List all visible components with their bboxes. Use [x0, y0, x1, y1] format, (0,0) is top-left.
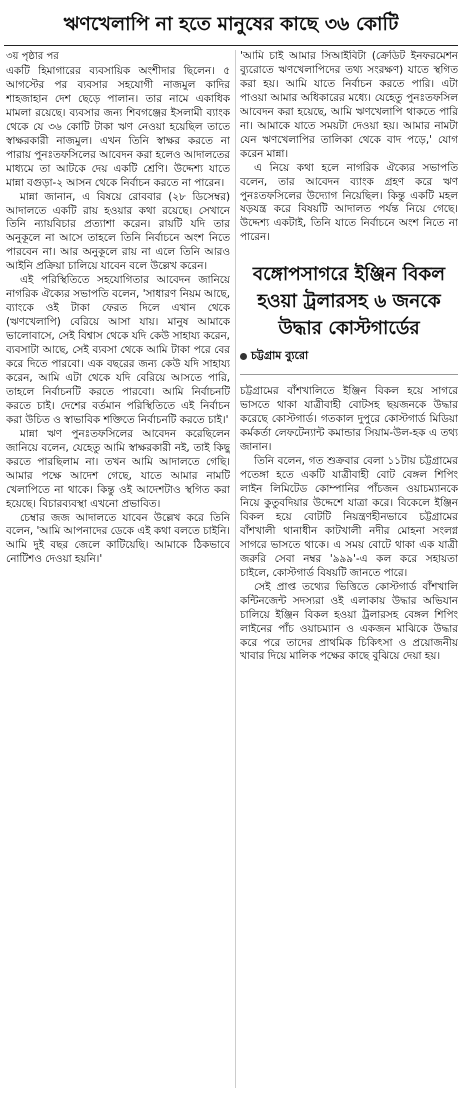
- article-paragraph: একটি হিমাগারের ব্যবসায়িক অংশীদার ছিলেন। ৫ আগস্টের পর ব্যবসার সহযোগী নাজমুল কাদির শাহজাহান দেশ ছেড়ে পালান। তার নামে একাধিক মামলা রয়েছে। ব্যবসার জন্য শিবগঞ্জের ইসলামী ব্যাংক থেকে যে ৩৬ কোটি টাকা ঋণ নেওয়া হয়েছিল তাতে স্বাক্ষরকারী নাজমুল। এখন তিনি স্বাক্ষর করতে না পারায় পুনঃতফসিলের আবেদন করা হলেও আদালতের মাধ্যমে তা আটকে দেয় একটি শ্রেণি। উদ্দেশ্য যাতে মান্না বগুড়া-২ আসন থেকে নির্বাচন করতে না পারেন।: [6, 65, 230, 189]
- story2-rule: [240, 374, 458, 375]
- article-paragraph: মান্না জানান, এ বিষয়ে রোববার (২৮ ডিসেম্বর) আদালতে একটি রায় হওয়ার কথা রয়েছে। সেখানে তিনি ন্যায়বিচার প্রত্যাশা করেন। রায়টি যদি তার অনুকূলে না আসে তাহলে তিনি নির্বাচনে অংশ নিতে পারবেন না। আর অনুকূলে রায় না এলে তিনি আরও আইনি প্রক্রিয়া চালিয়ে যাবেন বলে উল্লেখ করেন।: [6, 190, 230, 273]
- right-column: [240, 50, 458, 1090]
- bullet-icon: [240, 353, 247, 360]
- left-column: [6, 50, 230, 1090]
- column-divider: [235, 50, 236, 1088]
- story2-paragraph: তিনি বলেন, গত শুক্রবার বেলা ১১টায় চট্টগ্রামের পতেঙ্গা হতে একটি যাত্রীবাহী বোট বেঙ্গল শিপিং লাইন লিমিটেড কোম্পানির পাঁচজন ওয়াচম্যানকে নিয়ে কুতুবদিয়ার উদ্দেশে যাত্রা করে। বিকেলে ইঞ্জিন বিকল হয়ে বোটটি নিয়ন্ত্রণহীনভাবে চট্টগ্রামের বাঁশখালী থানাধীন কাটখালী নদীর মোহনা সংলগ্ন সাগরে ভাসতে থাকে। এ সময় বোটে থাকা এক যাত্রী জরুরি সেবা নম্বর '৯৯৯'-এ কল করে সহায়তা চাইলে, কোস্টগার্ড বিষয়টি জানতে পারে।: [240, 455, 458, 579]
- headline: ঋণখেলাপি না হতে মানুষের কাছে ৩৬ কোটি: [63, 13, 399, 35]
- story2-paragraph: চট্টগ্রামের বাঁশখালিতে ইঞ্জিন বিকল হয়ে সাগরে ভাসতে থাকা যাত্রীবাহী বোটসহ ছয়জনকে উদ্ধার করেছে কোস্টগার্ড। গতকাল দুপুরে কোস্টগার্ড মিডিয়া কর্মকর্তা লেফটেন্যান্ট কমান্ডার সিয়াম-উল-হক এ তথ্য জানান।: [240, 385, 458, 454]
- article-paragraph: চেম্বার জজ আদালতে যাবেন উল্লেখ করে তিনি বলেন, 'আমি আপনাদের ডেকে এই কথা বলতে চাইনি। আমি দুই বছর জেলে কাটিয়েছি। আমাকে ঠিকভাবে নোটিশও দেওয়া হয়নি।': [6, 511, 230, 566]
- article-paragraph: 'আমি চাই আমার সিআইবিটা (ক্রেডিট ইনফরমেশন ব্যুরোতে ঋণখেলাপিদের তথ্য সংরক্ষণ) যাতে স্থগিত করা হয়। আমি যাতে নির্বাচন করতে পারি। এটা পাওয়া আমার অধিকারের মধ্যে। যেহেতু পুনঃতফসিল আবেদন করা হয়েছে, আমি ঋণখেলাপি থাকতে পারি না। আমাকে যাতে সময়টা দেওয়া হয়। আমার নামটা যেন ঋণখেলাপির তালিকা থেকে বাদ পড়ে,' যোগ করেন মান্না।: [240, 50, 458, 160]
- story2-paragraph: সেই প্রাপ্ত তথ্যের ভিত্তিতে কোস্টগার্ড বাঁশখালি কন্টিনজেন্ট সদস্যরা ওই এলাকায় উদ্ধার অভিযান চালিয়ে ইঞ্জিন বিকল হওয়া ট্রলারসহ বেঙ্গল শিপিং লাইনের পাঁচ ওয়াচম্যান ও একজন মাঝিকে উদ্ধার করে পরে তাদের প্রাথমিক চিকিৎসা ও প্রয়োজনীয় খাবার দিয়ে মালিক পক্ষের কাছে বুঝিয়ে দেয়া হয়।: [240, 580, 458, 663]
- byline-text: চট্টগ্রাম ব্যুরো: [251, 349, 309, 363]
- headline-rule: [4, 45, 458, 46]
- story2-headline: বঙ্গোপসাগরে ইঞ্জিন বিকল হওয়া ট্রলারসহ ৬ জনকে উদ্ধার কোস্টগার্ডের: [252, 264, 446, 340]
- story2-byline: [240, 348, 458, 364]
- article-paragraph: মান্না ঋণ পুনঃতফসিলের আবেদন করেছিলেন জানিয়ে বলেন, যেহেতু আমি স্বাক্ষরকারী নই, তাই কিছু করতে পারছিলাম না। তখন আমি আদালতে গেছি। আমার পক্ষে আদেশ গেছে, যাতে আমার নামটি খেলাপিতে না থাকে। কিন্তু ওই আদেশটাও স্থগিত করা হয়েছে। বিচারব্যবস্থা এখনো প্রভাবিত।: [6, 427, 230, 510]
- article-paragraph: এ নিয়ে কথা হলে নাগরিক ঐক্যের সভাপতি বলেন, তার আবেদন ব্যাংক গ্রহণ করে ঋণ পুনঃতফসিলের উদ্যোগ নিয়েছিল। কিন্তু একটি মহল ষড়যন্ত্র করে বিষয়টি আদালত পর্যন্ত নিয়ে গেছে। উদ্দেশ্য একটাই, তিনি যাতে নির্বাচনে অংশ নিতে না পারেন।: [240, 161, 458, 244]
- article-paragraph: এই পরিস্থিতিতে সহযোগিতার আবেদন জানিয়ে নাগরিক ঐক্যের সভাপতি বলেন, 'সাধারণ নিয়ম আছে, ব্যাংকে ওই টাকা ফেরত দিলে এখান থেকে (ঋণখেলাপি) বেরিয়ে আসা যায়। মানুষ আমাকে ভালোবাসে, সেই বিশ্বাস থেকে যদি কেউ সাহায্য করেন, ব্যবসাটা আছে, সেই ব্যবসা থেকে আমি টাকা পরে বের করে দিতে পারবো। এক বছরের জন্য কেউ যদি সাহায্য করেন, আমি এটা থেকে যদি বেরিয়ে আসতে পারি, তাহলে নির্বাচনটি করতে পারবো। আমি নির্বাচনটি করতে চাই। দেশের বর্তমান পরিস্থিতিতে এই নির্বাচন করা উচিত ও স্বাভাবিক শক্তিতে নির্বাচনটি করতে চাই।': [6, 274, 230, 426]
- continued-from: ৩য় পৃষ্ঠার পর: [6, 51, 59, 62]
